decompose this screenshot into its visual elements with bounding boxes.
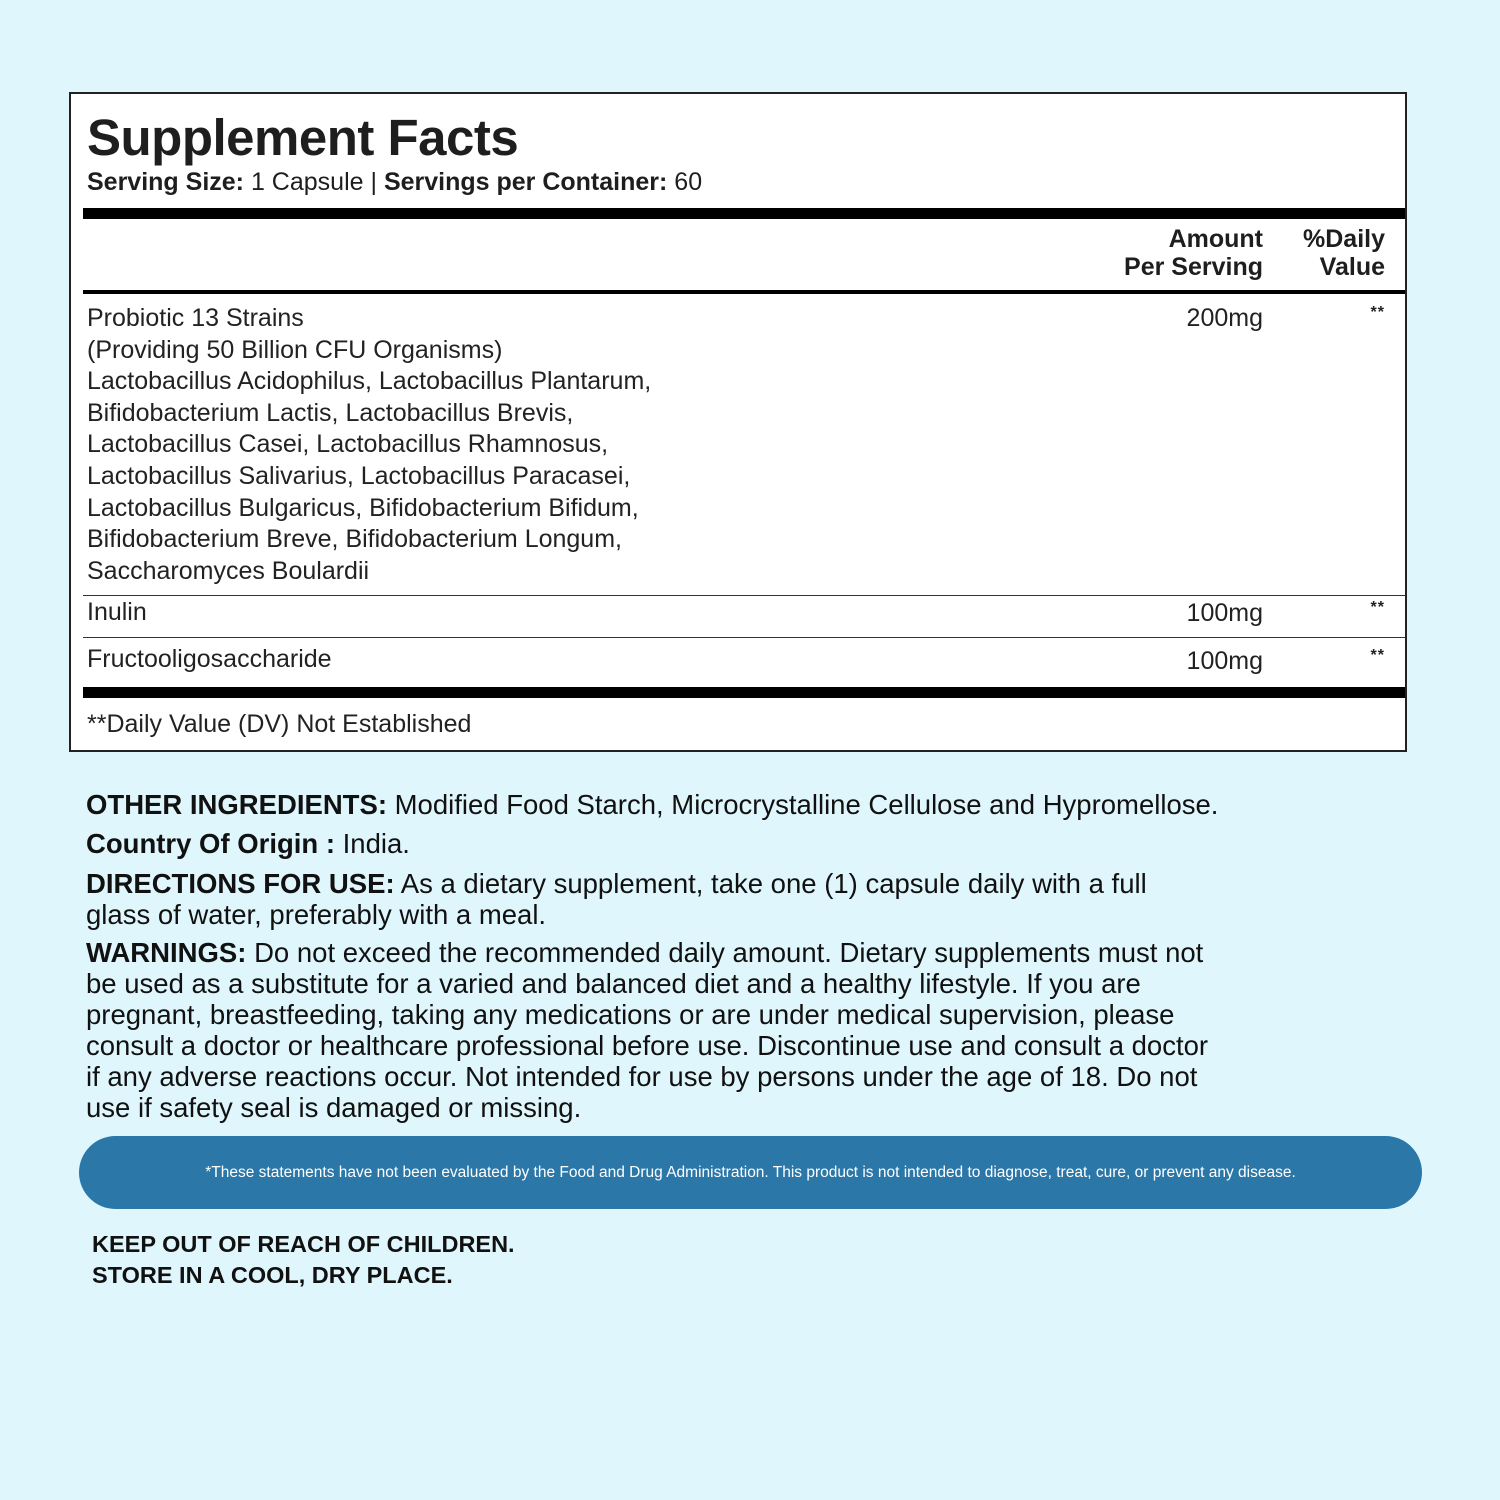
thick-divider-bottom (83, 687, 1405, 698)
warnings-line (86, 937, 1386, 968)
inulin-line: Inulin (87, 598, 147, 626)
dv-header-line2: Value (1319, 253, 1385, 281)
serving-separator: | (370, 168, 377, 196)
origin-text: India. (342, 828, 410, 859)
other-ingredients-text: Modified Food Starch, Microcrystalline Cellulose and Hypromellose. (394, 789, 1219, 820)
keep-out-of-reach: KEEP OUT OF REACH OF CHILDREN. (92, 1231, 515, 1257)
probiotic-line: Lactobacillus Acidophilus, Lactobacillus Plantarum, (87, 367, 652, 396)
warnings-line: pregnant, breastfeeding, taking any medications or are under medical supervision, please (86, 999, 1175, 1030)
panel-title: Supplement Facts (87, 109, 519, 166)
warnings-label: WARNINGS: (86, 937, 247, 968)
row-divider (83, 595, 1405, 596)
warnings-line: if any adverse reactions occur. Not intended for use by persons under the age of 18. Do not (86, 1061, 1198, 1092)
amount-per-serving-header (1124, 225, 1263, 281)
dv-header-line1: %Daily (1303, 225, 1385, 253)
fda-disclaimer-text: *These statements have not been evaluated by the Food and Drug Administration. This product is not intended to diagnose, treat, cure, or prevent any disease. (205, 1163, 1296, 1181)
probiotic-line: Bifidobacterium Lactis, Lactobacillus Brevis, (87, 398, 574, 427)
ingredient-inulin-dv: ** (1370, 599, 1385, 616)
serving-size-label: Serving Size: (87, 168, 244, 196)
probiotic-line: Bifidobacterium Breve, Bifidobacterium Longum, (87, 525, 622, 554)
servings-per-container-value: 60 (674, 168, 703, 196)
amount-header-line2: Per Serving (1124, 253, 1263, 281)
serving-info (87, 168, 702, 197)
origin-label: Country Of Origin : (86, 828, 336, 859)
supplement-facts-panel (69, 92, 1407, 752)
row-divider (83, 637, 1405, 638)
thick-divider-top (83, 208, 1405, 219)
ingredient-inulin-name (87, 597, 147, 629)
probiotic-line: Probiotic 13 Strains (87, 304, 304, 332)
warnings-text: Do not exceed the recommended daily amount. Dietary supplements must not (254, 937, 1204, 968)
amount-header-line1: Amount (1168, 225, 1263, 253)
ingredient-fos-amount: 100mg (1186, 647, 1263, 675)
ingredient-probiotic-name (87, 303, 651, 587)
ingredient-inulin-amount: 100mg (1186, 599, 1263, 627)
probiotic-line: Saccharomyces Boulardii (87, 556, 370, 585)
header-divider (83, 290, 1405, 294)
warnings-line: use if safety seal is damaged or missing. (86, 1092, 582, 1123)
ingredient-fos-name (87, 644, 332, 676)
servings-per-container-label: Servings per Container: (383, 168, 668, 196)
warnings-line: be used as a substitute for a varied and balanced diet and a healthy lifestyle. If you are (86, 968, 1141, 999)
probiotic-line: Lactobacillus Salivarius, Lactobacillus Paracasei, (87, 461, 631, 490)
other-ingredients-label: OTHER INGREDIENTS: (86, 789, 387, 820)
fos-line: Fructooligosaccharide (87, 645, 332, 673)
ingredient-fos-dv: ** (1370, 647, 1385, 664)
daily-value-header (1303, 225, 1385, 281)
serving-size-value: 1 Capsule (250, 168, 364, 196)
directions-text: As a dietary supplement, take one (1) capsule daily with a full (400, 868, 1147, 899)
storage-instruction: STORE IN A COOL, DRY PLACE. (92, 1262, 453, 1288)
warnings-line: consult a doctor or healthcare professional before use. Discontinue use and consult a doctor (86, 1030, 1209, 1061)
country-of-origin (86, 828, 1386, 859)
probiotic-line: Lactobacillus Bulgaricus, Bifidobacterium Bifidum, (87, 493, 639, 522)
directions-line: glass of water, preferably with a meal. (86, 899, 547, 930)
directions-line (86, 868, 1386, 899)
probiotic-line: (Providing 50 Billion CFU Organisms) (87, 335, 503, 364)
probiotic-line: Lactobacillus Casei, Lactobacillus Rhamnosus, (87, 430, 609, 459)
directions-label: DIRECTIONS FOR USE: (86, 868, 395, 899)
warnings (86, 937, 1386, 1123)
other-ingredients (86, 789, 1386, 820)
ingredient-probiotic-amount: 200mg (1186, 304, 1263, 332)
ingredient-probiotic-dv: ** (1370, 304, 1385, 321)
fda-disclaimer-banner (79, 1136, 1422, 1209)
directions-for-use (86, 868, 1386, 930)
dv-footnote: **Daily Value (DV) Not Established (87, 710, 472, 738)
